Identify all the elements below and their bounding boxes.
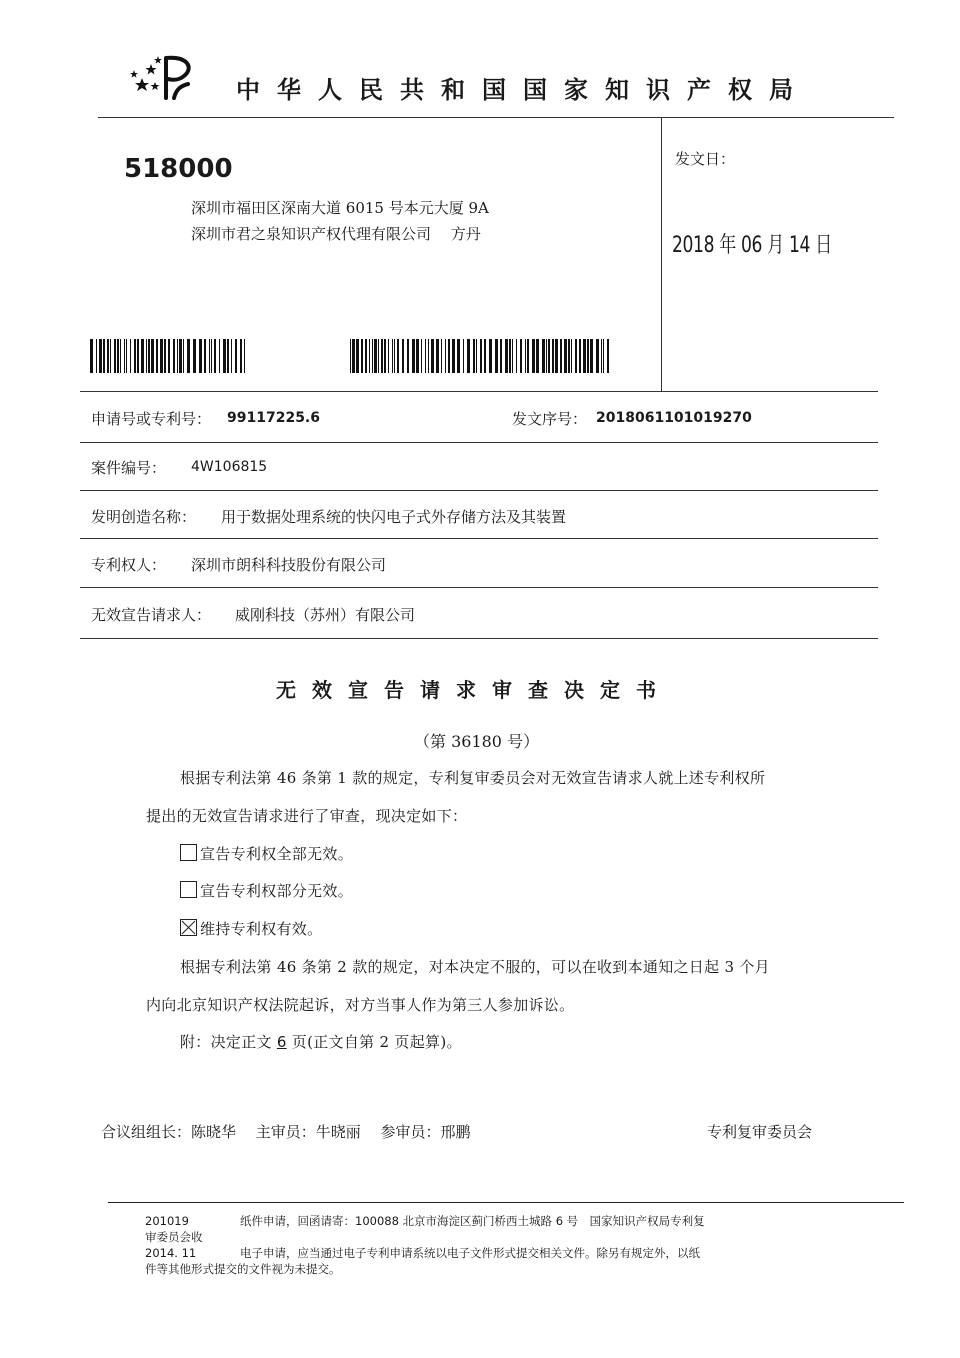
paragraph-1-line-2: 提出的无效宣告请求进行了审查，现决定如下： <box>146 807 468 825</box>
checkbox-unchecked <box>180 881 197 898</box>
paragraph-1-line-1: 根据专利法第 46 条第 1 款的规定，专利复审委员会对无效宣告请求人就上述专利权所 <box>180 769 766 787</box>
serial-no: 2018061101019270 <box>596 410 752 426</box>
footer-note-1-cont: 审委员会收 <box>145 1230 203 1244</box>
row-divider <box>80 490 878 491</box>
invention-title: 用于数据处理系统的快闪电子式外存储方法及其装置 <box>221 508 567 526</box>
postcode: 518000 <box>124 154 233 184</box>
requester-label: 无效宣告请求人： <box>91 606 212 624</box>
barcode-right <box>350 339 610 373</box>
attachment-line: 附：决定正文 6 页(正文自第 2 页起算)。 <box>180 1033 462 1051</box>
application-no-label: 申请号或专利号： <box>91 410 212 428</box>
checkbox-unchecked <box>180 844 197 861</box>
date-column-divider <box>661 118 662 391</box>
footer-note-2: 电子申请，应当通过电子专利申请系统以电子文件形式提交相关文件。除另有规定外，以纸 <box>240 1246 700 1260</box>
recipient-agency: 深圳市君之泉知识产权代理有限公司 方丹 <box>191 225 481 243</box>
office-name: 中华人民共和国国家知识产权局 <box>236 76 810 104</box>
address-block-bottom-rule <box>80 391 878 392</box>
case-no-label: 案件编号： <box>91 459 167 477</box>
footer-note-1: 纸件申请，回函请寄：100088 北京市海淀区蓟门桥西土城路 6 号 国家知识产权局专利复 <box>240 1214 705 1228</box>
issue-date-label: 发文日： <box>675 150 736 168</box>
application-no: 99117225.6 <box>227 410 320 426</box>
cnipa-logo-icon <box>128 52 200 104</box>
decision-title: 无效宣告请求审查决定书 <box>276 678 672 702</box>
row-divider <box>80 587 878 588</box>
barcode-left <box>90 339 246 373</box>
issue-date-value: 2018 年 06 月 14 日 <box>672 233 832 258</box>
attachment-page-count: 6 <box>276 1033 287 1051</box>
footer-code-1: 201019 <box>145 1214 189 1228</box>
patentee-label: 专利权人： <box>91 556 167 574</box>
case-no: 4W106815 <box>191 459 268 475</box>
option-invalidate-partial <box>180 880 353 901</box>
panel-members: 合议组组长：陈晓华 主审员：牛晓丽 参审员：邢鹏 <box>101 1123 471 1141</box>
header-rule <box>98 117 894 118</box>
option-label: 宣告专利权部分无效。 <box>200 882 354 900</box>
option-maintain-valid <box>180 918 322 939</box>
recipient-address: 深圳市福田区深南大道 6015 号本元大厦 9A <box>191 199 489 217</box>
committee-name: 专利复审委员会 <box>707 1123 813 1141</box>
row-divider <box>80 638 878 639</box>
row-divider <box>80 538 878 539</box>
paragraph-2-line-2: 内向北京知识产权法院起诉，对方当事人作为第三人参加诉讼。 <box>146 996 575 1014</box>
serial-no-label: 发文序号： <box>512 410 588 428</box>
option-label: 宣告专利权全部无效。 <box>200 845 354 863</box>
patentee: 深圳市朗科科技股份有限公司 <box>191 556 387 574</box>
requester: 威刚科技（苏州）有限公司 <box>235 606 416 624</box>
option-invalidate-all <box>180 843 353 864</box>
footer-code-2: 2014. 11 <box>145 1246 197 1260</box>
paragraph-2-line-1: 根据专利法第 46 条第 2 款的规定，对本决定不服的，可以在收到本通知之日起 3 个月 <box>180 958 770 976</box>
row-divider <box>80 442 878 443</box>
invention-title-label: 发明创造名称： <box>91 508 197 526</box>
option-label: 维持专利权有效。 <box>200 920 323 938</box>
footer-note-2-cont: 件等其他形式提交的文件视为未提交。 <box>145 1262 341 1276</box>
footer-rule <box>108 1202 904 1203</box>
decision-number: （第 36180 号） <box>414 732 540 751</box>
checkbox-checked <box>180 919 197 936</box>
